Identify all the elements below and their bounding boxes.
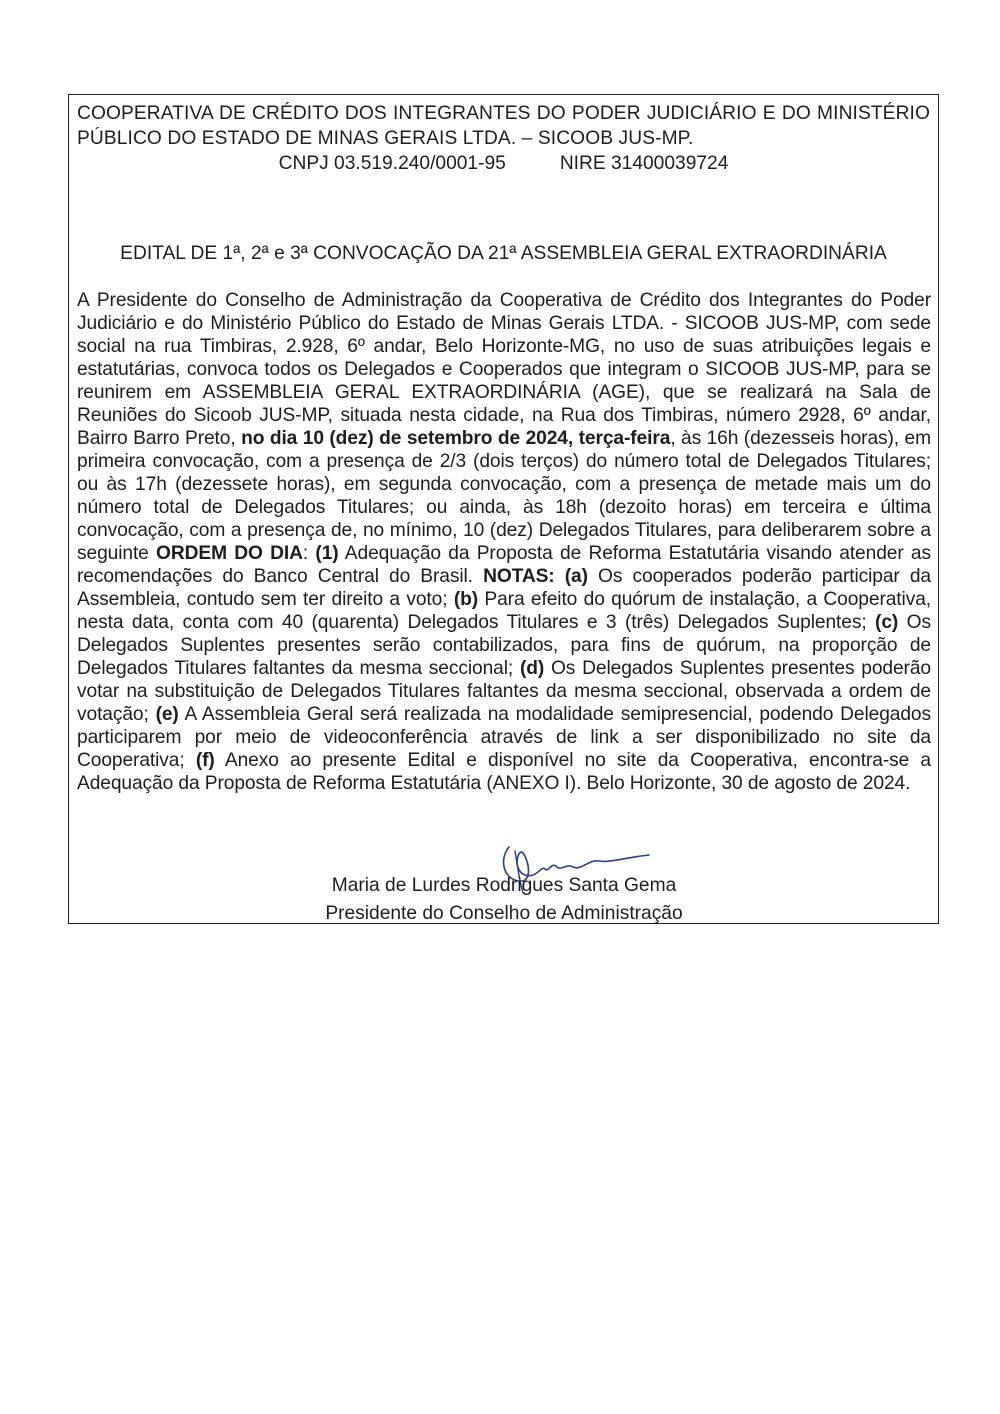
- signatory-role: Presidente do Conselho de Administração: [325, 903, 683, 924]
- body-text-2: , às 16h (dezesseis horas), em primeira convocação, com a presença de 2/3 (dois terços) do número total de Delegados Titulares; ou às 17h (dezessete horas), em segunda convocação, com a presença de metade mais um do número total de Delegados Titulares; ou ainda, às 18h (dezoito horas) em terceira e última convocação, com a presença de, no mínimo, 10 (dez) Delegados Titulares, para deliberarem sobre a seguinte: [77, 428, 931, 564]
- ordem-do-dia-label: ORDEM DO DIA: [156, 543, 303, 564]
- nota-c-text: Os Delegados Suplentes presentes serão contabilizados, para fins de quórum, na proporção de Delegados Titulares faltantes da mesma seccional;: [77, 612, 931, 679]
- nire: NIRE 31400039724: [559, 153, 729, 174]
- item-1-text: Adequação da Proposta de Reforma Estatutária visando atender as recomendações do Banco Central do Brasil.: [77, 543, 931, 587]
- edital-frame: [68, 94, 939, 924]
- edital-title: EDITAL DE 1ª, 2ª e 3ª CONVOCAÇÃO DA 21ª ASSEMBLEIA GERAL EXTRAORDINÁRIA: [120, 243, 887, 264]
- nota-e-label: (e): [155, 704, 179, 725]
- cnpj: CNPJ 03.519.240/0001-95: [278, 153, 506, 174]
- nota-b-text: Para efeito do quórum de instalação, a Cooperativa, nesta data, conta com 40 (quarenta) Delegados Titulares e 3 (três) Delegados Suplentes;: [77, 589, 931, 633]
- item-1-label: (1): [315, 543, 339, 564]
- nota-b-label: (b): [453, 589, 479, 610]
- nota-d-label: (d): [519, 658, 545, 679]
- nota-e-text: A Assembleia Geral será realizada na modalidade semipresencial, podendo Delegados participarem por meio de videoconferência através de link a ser disponibilizado no site da Cooperativa;: [77, 704, 931, 771]
- nota-a-label: (a): [564, 566, 588, 587]
- notas-label: NOTAS:: [483, 566, 555, 587]
- signatory-name: Maria de Lurdes Rodrigues Santa Gema: [331, 875, 677, 896]
- nota-f-text: Anexo ao presente Edital e disponível no site da Cooperativa, encontra-se a Adequação da Proposta de Reforma Estatutária (ANEXO I). Belo Horizonte, 30 de agosto de 2024.: [77, 750, 931, 794]
- edital-body: [77, 289, 931, 795]
- nota-c-label: (c): [875, 612, 899, 633]
- organization-name: COOPERATIVA DE CRÉDITO DOS INTEGRANTES DO PODER JUDICIÁRIO E DO MINISTÉRIO PÚBLICO DO ESTADO DE MINAS GERAIS LTDA. – SICOOB JUS-MP.: [77, 103, 930, 149]
- nota-a-text: Os cooperados poderão participar da Assembleia, contudo sem ter direito a voto;: [77, 566, 931, 610]
- nota-f-label: (f): [195, 750, 215, 771]
- nota-d-text: Os Delegados Suplentes presentes poderão votar na substituição de Delegados Titulares faltantes da mesma seccional, observada a ordem de votação;: [77, 658, 931, 725]
- body-text-3: :: [302, 543, 309, 564]
- registration-ids: [69, 151, 938, 176]
- body-text-1: A Presidente do Conselho de Administração da Cooperativa de Crédito dos Integrantes do Poder Judiciário e do Ministério Público do Estado de Minas Gerais LTDA. - SICOOB JUS-MP, com sede social na rua Timbiras, 2.928, 6º andar, Belo Horizonte-MG, no uso de suas atribuições legais e estatutárias, convoca todos os Delegados e Cooperados que integram o SICOOB JUS-MP, para se reunirem em ASSEMBLEIA GERAL EXTRAORDINÁRIA (AGE), que se realizará na Sala de Reuniões do Sicoob JUS-MP, situada nesta cidade, na Rua dos Timbiras, número 2928, 6º andar, Bairro Barro Preto,: [77, 290, 931, 449]
- meeting-date: no dia 10 (dez) de setembro de 2024, terça-feira: [241, 428, 671, 449]
